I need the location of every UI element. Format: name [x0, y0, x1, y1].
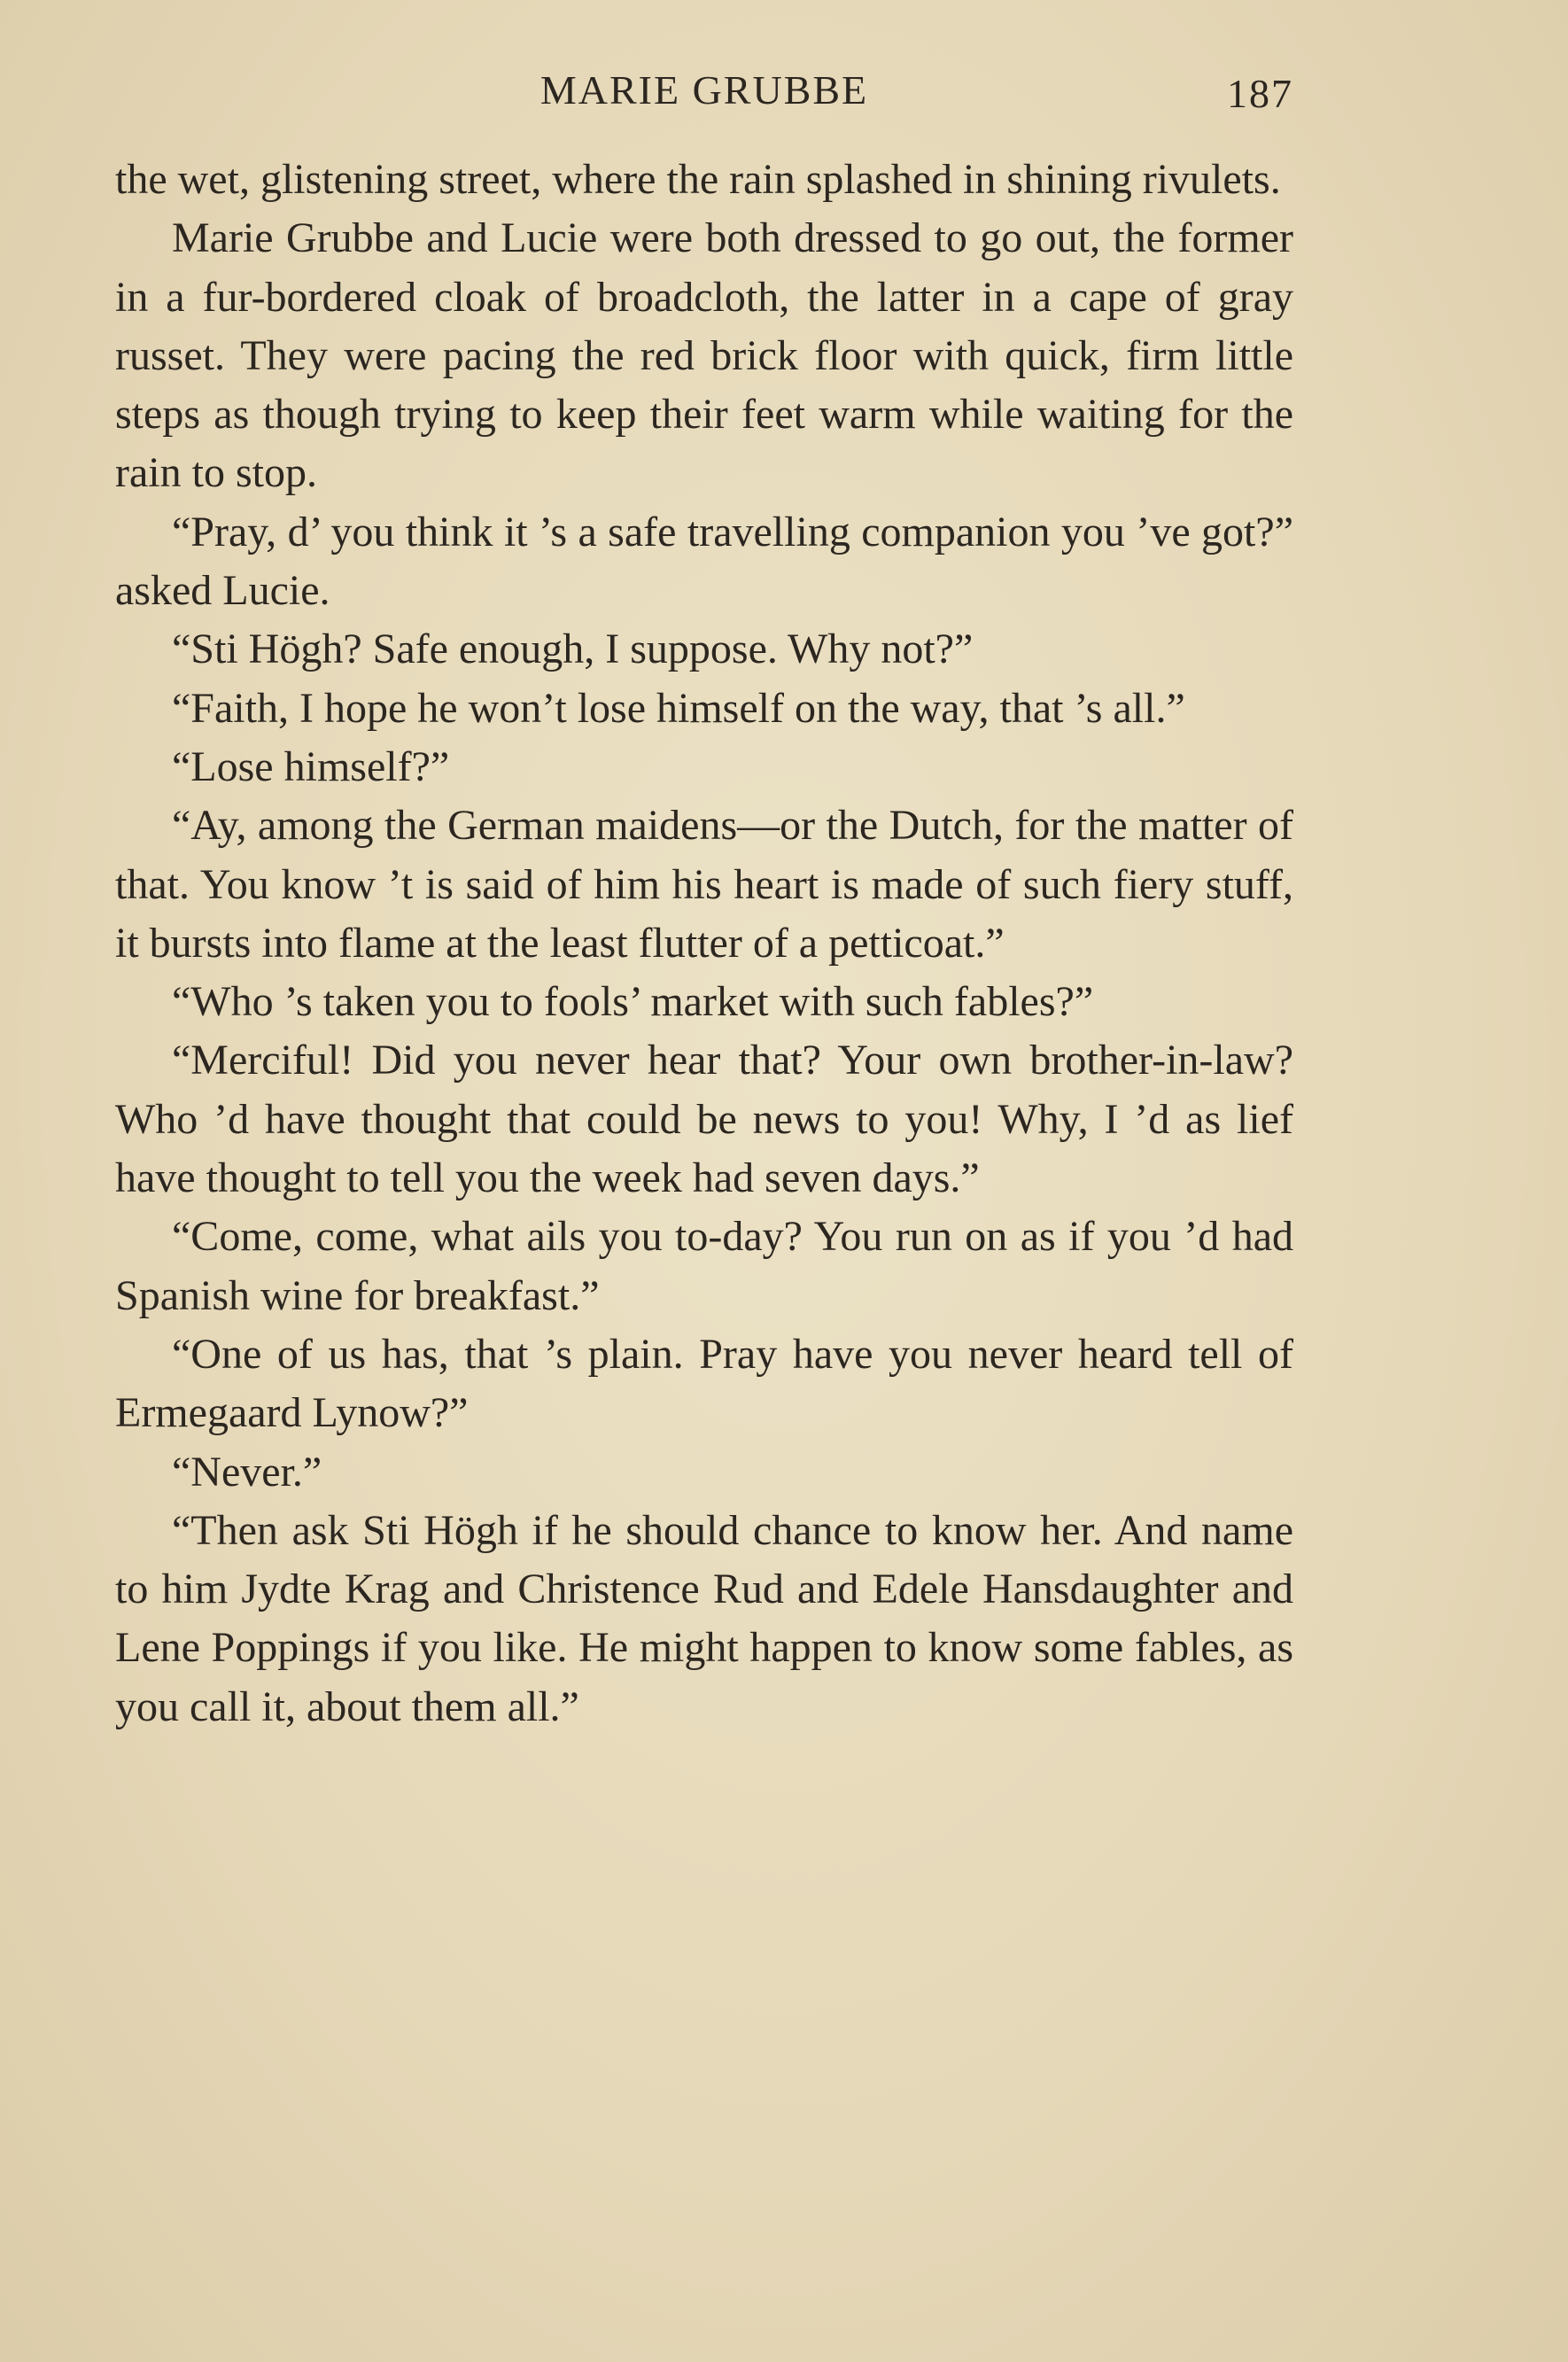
paragraph: “Merciful! Did you never hear that? Your own brother-in-law? Who ’d have thought that could be news to you! Why, I ’d as lief have thought to tell you the week had seven days.” [115, 1037, 1293, 1202]
paragraph: “Never.” [172, 1448, 322, 1496]
text-body [115, 151, 1293, 1737]
page-number: 187 [1227, 71, 1293, 116]
paragraph: “Lose himself?” [172, 742, 450, 790]
paragraph: “Come, come, what ails you to-day? You run on as if you ’d had Spanish wine for breakfast.” [115, 1213, 1293, 1319]
paragraph: “Then ask Sti Högh if he should chance to know her. And name to him Jydte Krag and Christence Rud and Edele Hansdaughter and Lene Poppings if you like. He might happen to know some fables, as you call it, about them all.” [115, 1506, 1293, 1730]
paragraph: “One of us has, that ’s plain. Pray have you never heard tell of Ermegaard Lynow?” [115, 1330, 1293, 1437]
paragraph: “Sti Högh? Safe enough, I suppose. Why not?” [172, 625, 974, 673]
paragraph: “Ay, among the German maidens—or the Dutch, for the matter of that. You know ’t is said of him his heart is made of such fiery stuff, it bursts into flame at the least flutter of a petticoat.” [115, 802, 1293, 967]
running-title: MARIE GRUBBE [539, 67, 869, 113]
running-head [115, 64, 1293, 117]
paragraph: “Pray, d’ you think it ’s a safe travelling companion you ’ve got?” asked Lucie. [115, 508, 1293, 615]
paragraph: Marie Grubbe and Lucie were both dressed to go out, the former in a fur-bordered cloak of broadcloth, the latter in a cape of gray russet. They were pacing the red brick floor with quick, firm little steps as though trying to keep their feet warm while waiting for the rain to stop. [115, 214, 1293, 497]
paragraph: “Faith, I hope he won’t lose himself on the way, that ’s all.” [172, 684, 1185, 732]
paragraph: “Who ’s taken you to fools’ market with such fables?” [172, 978, 1094, 1026]
paragraph: the wet, glistening street, where the rain splashed in shining rivulets. [115, 156, 1281, 203]
